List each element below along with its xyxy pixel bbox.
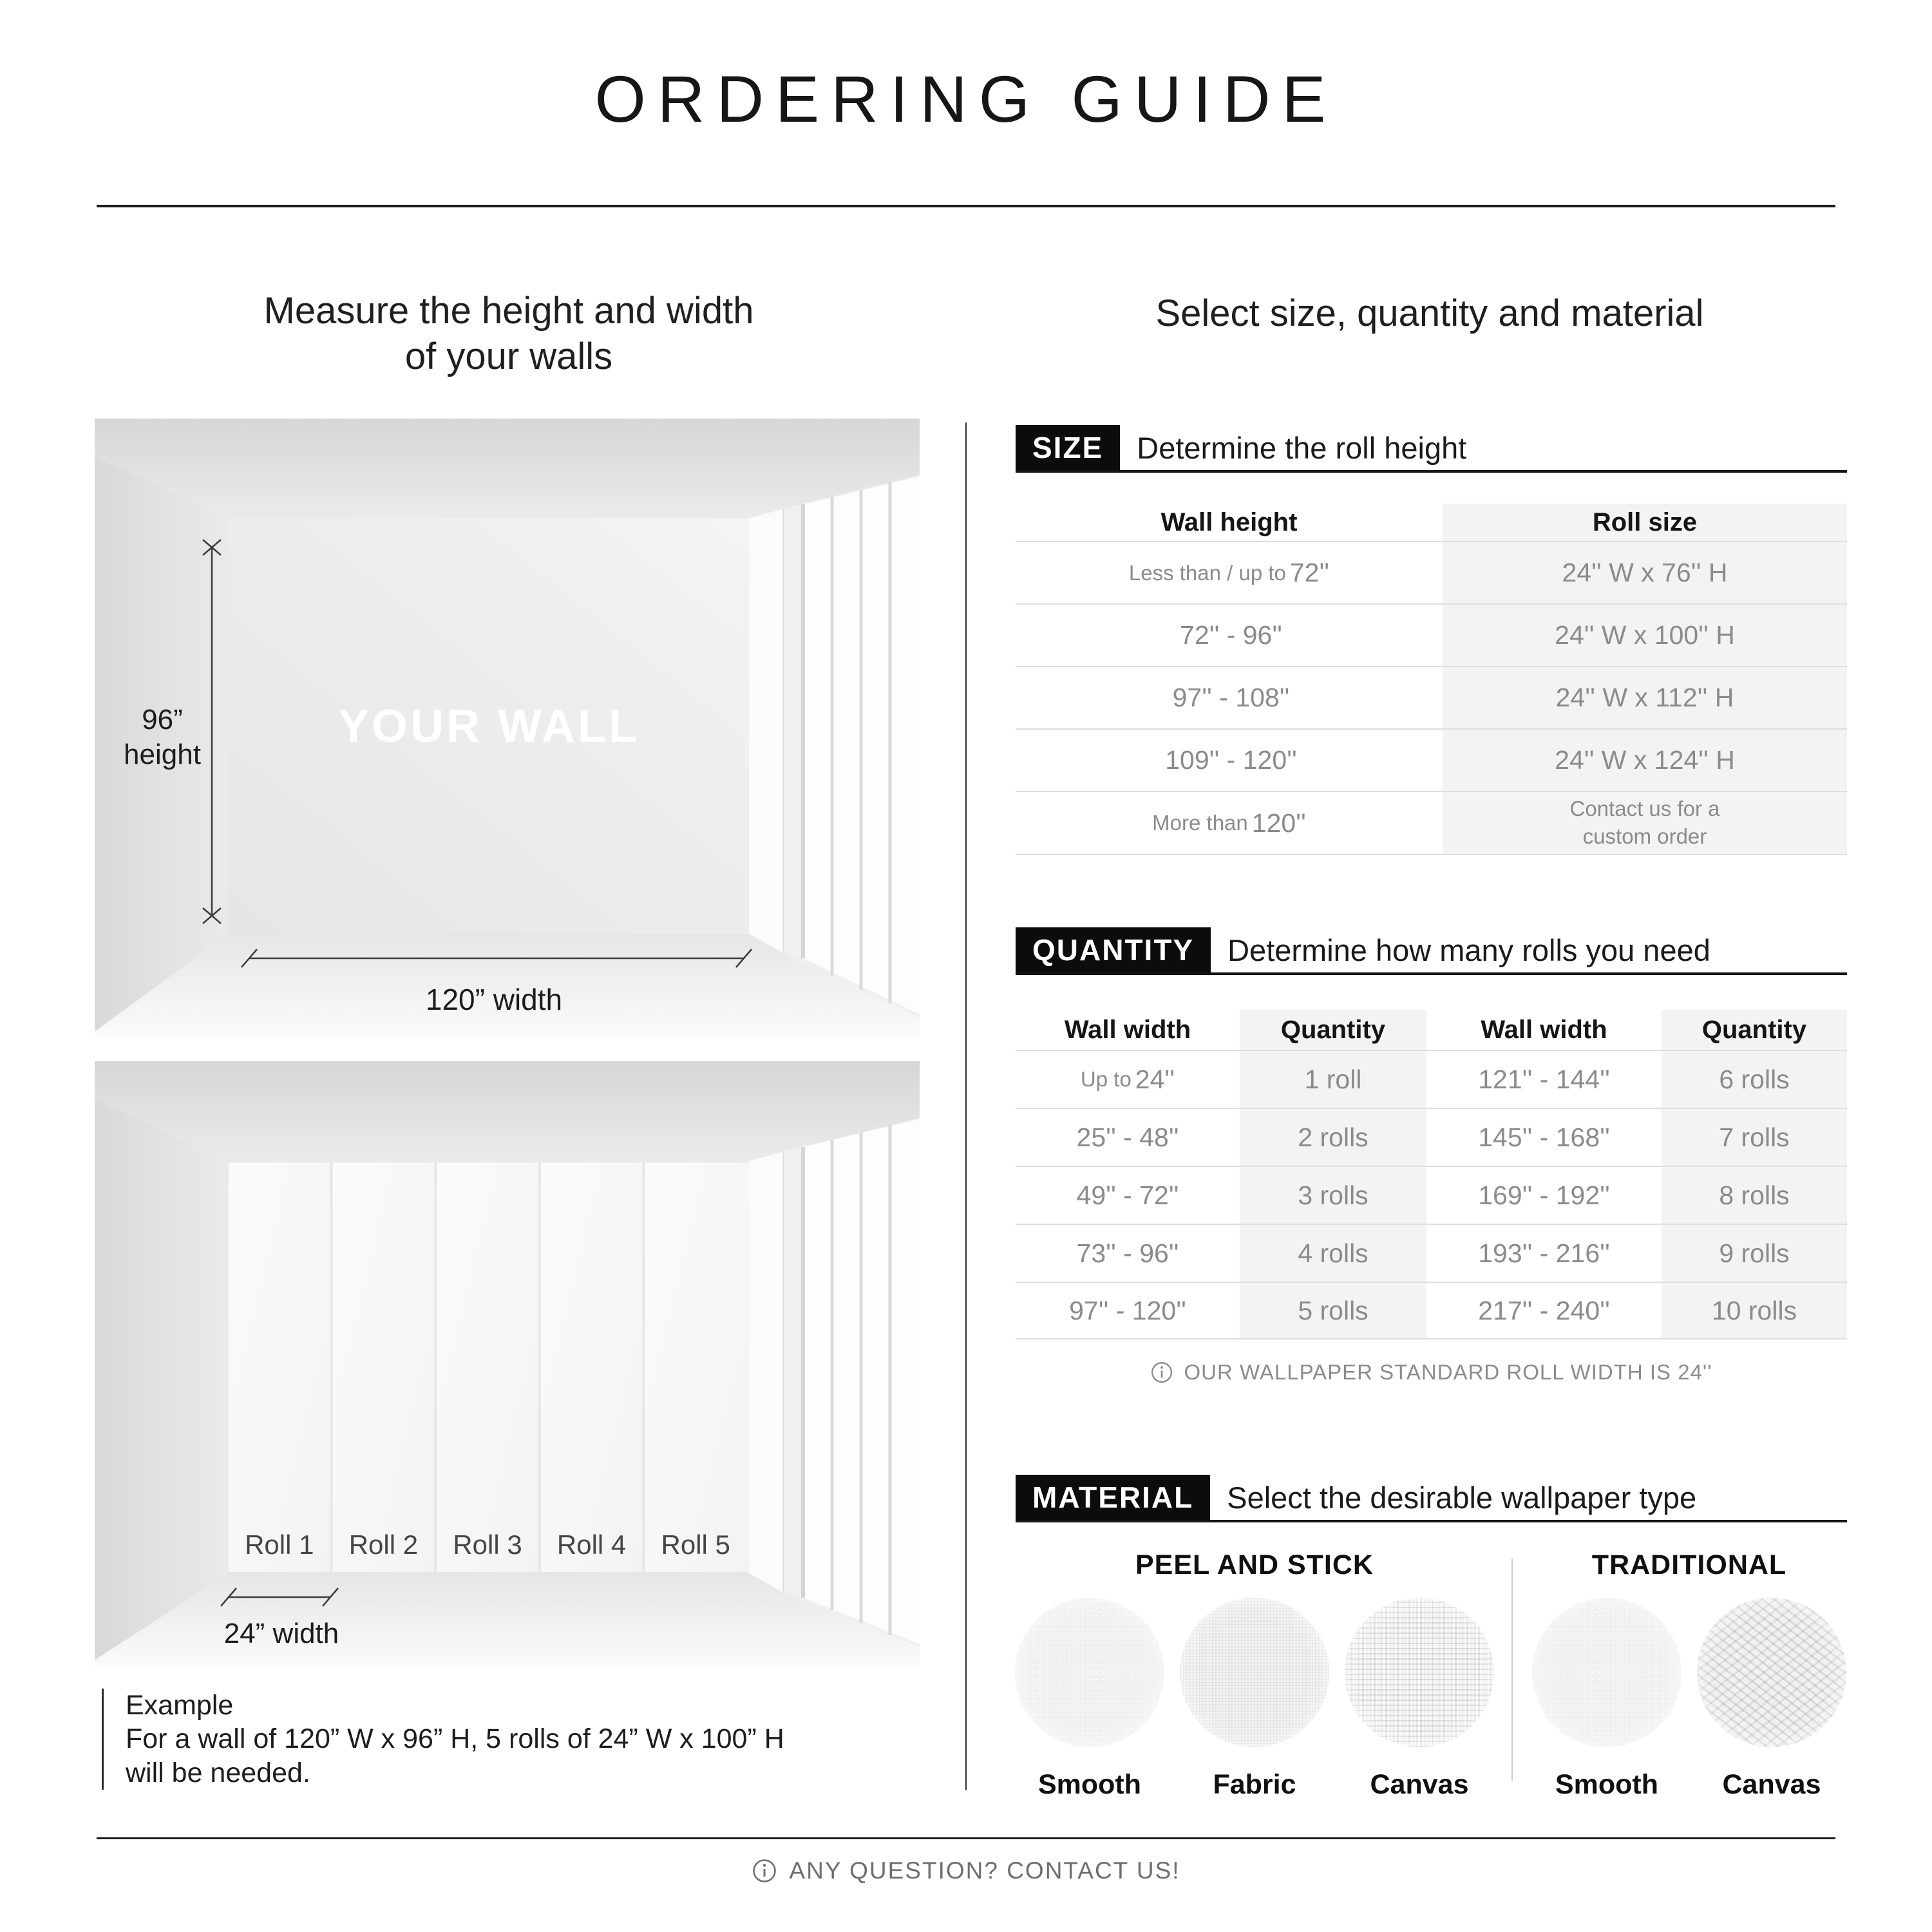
column-divider — [965, 422, 967, 1790]
qty-header-quantity-2: Quantity — [1662, 1010, 1847, 1050]
size-col1-header: Wall height — [1160, 507, 1298, 536]
qty-cell: 193'' - 216'' — [1426, 1224, 1662, 1282]
qty-cell: 49'' - 72'' — [1016, 1166, 1240, 1224]
size-row-wall: 72'' - 96'' — [1016, 603, 1443, 666]
traditional-swatches — [1532, 1598, 1846, 1801]
window-frame-pillar — [749, 509, 784, 953]
material-group-traditional — [1531, 1549, 1847, 1801]
roll-1-label: Roll 1 — [245, 1530, 314, 1560]
size-row-roll-custom: Contact us for a custom order — [1443, 791, 1847, 855]
ceiling — [95, 1061, 920, 1161]
wallpaper-roll-panels — [229, 1162, 749, 1572]
quantity-subtitle: Determine how many rolls you need — [1227, 933, 1710, 967]
info-icon — [1150, 1361, 1173, 1384]
qty-header-quantity-1: Quantity — [1240, 1010, 1426, 1050]
smooth-texture-swatch — [1532, 1598, 1681, 1747]
qty-cell: 73'' - 96'' — [1016, 1224, 1240, 1282]
size-row-roll: 24'' W x 100'' H — [1443, 603, 1847, 666]
swatch-smooth: Smooth — [1532, 1598, 1681, 1801]
roll-width-label: 24” width — [223, 1618, 339, 1649]
qty-cell: 25'' - 48'' — [1016, 1108, 1240, 1166]
quantity-section-header — [1016, 927, 1847, 975]
qty-cell: 4 rolls — [1240, 1224, 1426, 1282]
height-value-label: 96” — [142, 704, 183, 735]
material-group-peel-and-stick — [1016, 1549, 1493, 1801]
left-heading-line1: Measure the height and width — [263, 290, 754, 332]
qty-cell: 217'' - 240'' — [1426, 1282, 1662, 1340]
traditional-label: TRADITIONAL — [1591, 1549, 1787, 1580]
left-wall — [95, 1099, 229, 1660]
example-note — [102, 1689, 924, 1790]
right-column-heading: Select size, quantity and material — [1155, 292, 1704, 334]
size-row-roll: 24'' W x 124'' H — [1443, 728, 1847, 791]
roll-5-label: Roll 5 — [661, 1530, 730, 1560]
size-row-wall: 109'' - 120'' — [1016, 728, 1443, 791]
size-row-roll: 24'' W x 76'' H — [1443, 541, 1847, 603]
qty-cell: 2 rolls — [1240, 1108, 1426, 1166]
qty-cell: 145'' - 168'' — [1426, 1108, 1662, 1166]
left-heading-line2: of your walls — [404, 335, 613, 377]
your-wall-label: YOUR WALL — [338, 701, 639, 752]
qty-cell: 3 rolls — [1240, 1166, 1426, 1224]
qty-cell: 7 rolls — [1662, 1108, 1847, 1166]
qty-header-wall-width-1: Wall width — [1064, 1015, 1191, 1044]
qty-header-wall-width-2: Wall width — [1481, 1015, 1607, 1044]
size-badge: SIZE — [1016, 425, 1120, 470]
qty-cell: 9 rolls — [1662, 1224, 1847, 1282]
bottom-divider — [97, 1837, 1835, 1839]
material-section-header — [1016, 1475, 1847, 1522]
qty-cell: 5 rolls — [1240, 1282, 1426, 1340]
footer — [0, 1857, 1932, 1884]
qty-cell: 6 rolls — [1662, 1050, 1847, 1108]
top-divider — [97, 205, 1835, 207]
page-title: ORDERING GUIDE — [594, 62, 1338, 136]
size-subtitle: Determine the roll height — [1137, 430, 1467, 465]
qty-cell: 8 rolls — [1662, 1166, 1847, 1224]
size-row-wall: More than 120'' — [1016, 791, 1443, 855]
fabric-texture-swatch — [1180, 1598, 1329, 1747]
roll-width-note — [1016, 1360, 1847, 1385]
info-icon — [752, 1858, 777, 1884]
swatch-canvas: Canvas — [1697, 1598, 1846, 1801]
canvas-texture-swatch — [1697, 1598, 1846, 1747]
height-word-label: height — [124, 739, 201, 770]
peel-and-stick-swatches — [1015, 1598, 1494, 1801]
roll-2-label: Roll 2 — [348, 1530, 419, 1560]
example-title: Example — [126, 1690, 234, 1721]
roll-width-note-text: OUR WALLPAPER STANDARD ROLL WIDTH IS 24'' — [1184, 1360, 1712, 1384]
qty-cell: 169'' - 192'' — [1426, 1166, 1662, 1224]
qty-cell: 10 rolls — [1662, 1282, 1847, 1340]
quantity-table — [1016, 1010, 1847, 1340]
swatch-fabric: Fabric — [1180, 1598, 1329, 1801]
canvas-texture-swatch — [1345, 1598, 1494, 1747]
qty-cell: 97'' - 120'' — [1016, 1282, 1240, 1340]
material-badge: MATERIAL — [1016, 1475, 1210, 1520]
swatch-canvas: Canvas — [1345, 1598, 1494, 1801]
size-section-header — [1016, 425, 1847, 473]
roll-4-label: Roll 4 — [556, 1530, 627, 1560]
quantity-badge: QUANTITY — [1016, 927, 1211, 972]
example-line1: For a wall of 120” W x 96” H, 5 rolls of 24” W x 100” H — [126, 1723, 784, 1755]
qty-cell: Up to 24'' — [1016, 1050, 1240, 1108]
smooth-texture-swatch — [1015, 1598, 1164, 1747]
room-illustration-measure — [95, 419, 920, 1037]
size-row-wall: 97'' - 108'' — [1016, 666, 1443, 728]
material-group-divider — [1511, 1558, 1513, 1781]
left-column-heading — [97, 289, 921, 380]
qty-cell: 1 roll — [1240, 1050, 1426, 1108]
qty-cell: 121'' - 144'' — [1426, 1050, 1662, 1108]
example-line2: will be needed. — [126, 1757, 310, 1788]
size-table — [1016, 504, 1847, 855]
swatch-smooth: Smooth — [1015, 1598, 1164, 1801]
size-row-wall: Less than / up to 72'' — [1016, 541, 1443, 603]
ceiling — [95, 419, 920, 518]
room-illustration-rolls — [95, 1061, 920, 1667]
window-frame-pillar — [749, 1151, 784, 1593]
size-row-roll: 24'' W x 112'' H — [1443, 666, 1847, 728]
footer-text: ANY QUESTION? CONTACT US! — [789, 1857, 1180, 1884]
width-value-label: 120” width — [425, 983, 563, 1016]
size-col2-header: Roll size — [1443, 504, 1847, 541]
material-subtitle: Select the desirable wallpaper type — [1227, 1480, 1697, 1515]
peel-and-stick-label: PEEL AND STICK — [1135, 1549, 1374, 1580]
roll-3-label: Roll 3 — [453, 1530, 522, 1560]
